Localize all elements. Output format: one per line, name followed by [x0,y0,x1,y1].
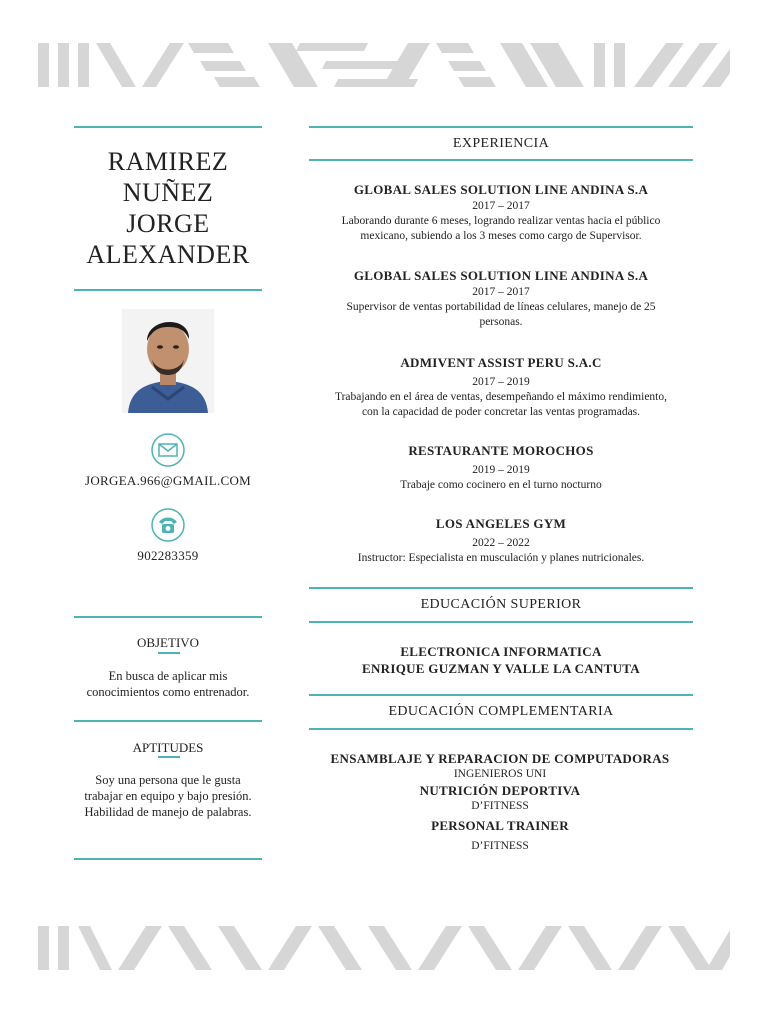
course-title: ENSAMBLAJE Y REPARACION DE COMPUTADORAS [330,751,670,766]
course-entry [300,783,700,813]
email-address: JORGEA.966@GMAIL.COM [84,473,252,488]
job-description-line: Instructor: Especialista en musculación y planes nutricionales. [357,552,645,564]
job-entry [309,181,693,244]
name-line: JORGE [126,209,210,238]
job-description-line: con la capacidad de poder concretar las ventas programadas. [361,406,641,418]
full-name [74,146,262,270]
profile-photo [122,309,214,413]
job-description-line: Trabaje como cocinero en el turno nocturno [400,479,602,491]
skills-underline [158,756,180,758]
job-company: RESTAURANTE MOROCHOS [408,443,594,458]
experience-title: EXPERIENCIA [452,136,550,151]
course-title: NUTRICIÓN DEPORTIVA [419,783,581,798]
job-years: 2017 – 2017 [472,200,530,212]
name-line: NUÑEZ [122,178,214,207]
higher-education-bottom-rule [309,621,693,623]
job-company: GLOBAL SALES SOLUTION LINE ANDINA S.A [353,182,649,197]
job-entry [309,515,693,566]
job-entry [309,267,693,330]
left-top-rule [74,126,262,128]
left-name-rule [74,289,262,291]
higher-education-degree: ELECTRONICA INFORMATICA [400,644,602,659]
left-skills-rule [74,720,262,722]
objective-underline [158,652,180,654]
course-entry [300,751,700,781]
job-description-line: mexicano, subiendo a los 3 meses como cargo de Supervisor. [360,230,642,242]
job-entry [309,354,693,420]
phone-number: 902283359 [137,548,199,563]
complementary-education-bottom-rule [309,728,693,730]
complementary-education-title: EDUCACIÓN COMPLEMENTARIA [388,704,614,719]
objective-title: OBJETIVO [136,635,200,650]
course-institution: D’FITNESS [471,840,529,852]
higher-education-institution: ENRIQUE GUZMAN Y VALLE LA CANTUTA [361,661,640,676]
complementary-education-top-rule [309,694,693,696]
experience-bottom-rule [309,159,693,161]
course-institution: INGENIEROS UNI [453,768,547,780]
job-description-line: Trabajando en el área de ventas, desempeñando el máximo rendimiento, [334,391,667,403]
job-years: 2017 – 2019 [472,376,530,388]
course-institution: D’FITNESS [471,800,529,812]
job-entry [309,442,693,493]
job-company: LOS ANGELES GYM [435,516,567,531]
envelope-icon [151,433,185,467]
left-objective-rule [74,616,262,618]
objective-text: En busca de aplicar mis conocimientos como entrenador. [86,669,250,699]
job-years: 2022 – 2022 [472,537,530,549]
course-title: PERSONAL TRAINER [431,818,569,833]
left-bottom-rule [74,858,262,860]
telephone-icon [151,508,185,542]
job-years: 2017 – 2017 [472,286,530,298]
higher-education-top-rule [309,587,693,589]
decorative-bottom-band [38,926,730,970]
job-description-line: personas. [479,316,523,328]
experience-top-rule [309,126,693,128]
name-line: ALEXANDER [86,240,250,269]
job-company: ADMIVENT ASSIST PERU S.A.C [400,355,602,370]
job-company: GLOBAL SALES SOLUTION LINE ANDINA S.A [353,268,649,283]
course-entry [300,818,700,853]
job-description-line: Laborando durante 6 meses, logrando realizar ventas hacia el público [341,215,661,227]
job-description-line: Supervisor de ventas portabilidad de líneas celulares, manejo de 25 [346,301,656,313]
job-years: 2019 – 2019 [472,464,530,476]
higher-education-title: EDUCACIÓN SUPERIOR [420,597,582,612]
name-line: RAMIREZ [107,147,229,176]
decorative-top-band [38,43,730,87]
skills-text: Soy una persona que le gusta trabajar en equipo y bajo presión. Habilidad de manejo de palabras. [84,773,252,819]
skills-title: APTITUDES [132,740,204,755]
